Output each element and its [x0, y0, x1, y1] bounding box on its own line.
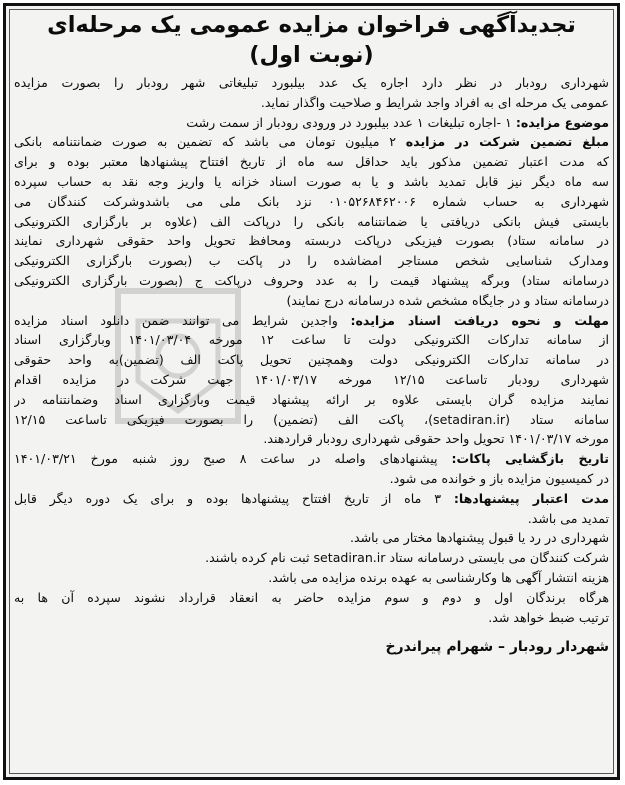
- body-line: [14, 311, 609, 331]
- body-line: [14, 291, 609, 311]
- body-line: [14, 608, 609, 628]
- line-text: پیشنهادهای واصله در ساعت ۸ صبح روز شنبه مورخ ۱۴۰۱/۰۳/۲۱: [14, 451, 452, 467]
- line-text: تمدید می باشد.: [527, 510, 609, 526]
- body-line: [14, 350, 609, 370]
- line-text: شهرداری به حساب شماره ۰۱۰۵۲۶۸۴۶۲۰۰۶ نزد بانک ملی می باشدوشرکت کنندگان می: [14, 193, 609, 209]
- tender-notice: [3, 3, 620, 780]
- body-line: [14, 509, 609, 529]
- section-heading: موضوع مزایده:: [515, 114, 609, 130]
- line-text: سامانه ستاد (setadiran.ir)، پاکت الف (تضمین) را بصورت فیزیکی تاساعت ۱۲/۱۵: [14, 411, 609, 427]
- body-line: [14, 469, 609, 489]
- body-line: [14, 192, 609, 212]
- body-line: [14, 113, 609, 133]
- line-text: شرکت کنندگان می بایستی درسامانه ستاد setadiran.ir ثبت نام کرده باشند.: [205, 550, 609, 566]
- body-line: [14, 548, 609, 568]
- body-line: [14, 429, 609, 449]
- body-line: [14, 152, 609, 172]
- body-line: [14, 489, 609, 509]
- section-heading: مدت اعتبار پیشنهادها:: [453, 490, 609, 506]
- line-text: ومدارک شناسایی شخص مستاجر امضاشده را در پاکت ب (بصورت بارگزاری الکترونیکی: [14, 253, 609, 269]
- body-line: [14, 588, 609, 608]
- line-text: شهرداری در رد یا قبول پیشنهادها مختار می باشد.: [350, 530, 609, 546]
- body-line: [14, 73, 609, 93]
- body-line: [14, 410, 609, 430]
- body-line: [14, 271, 609, 291]
- body-line: [14, 528, 609, 548]
- line-text: درسامانه ستاد و در جایگاه مشخص شده درسامانه درج نمایند): [286, 292, 609, 308]
- line-text: واجدین شرایط می توانند ضمن دانلود اسناد مزایده: [14, 312, 351, 328]
- body-line: [14, 172, 609, 192]
- line-text: در سامانه ستاد) بصورت فیزیکی درپاکت دربسته ومحافظ تحویل واحد حقوقی شهرداری نمایند: [14, 233, 609, 249]
- body-line: [14, 93, 609, 113]
- line-text: نمایند مزایده گران بایستی علاوه بر ارائه پیشنهاد قیمت وبارگزاری اسناد وضمانتنامه در: [14, 391, 609, 407]
- line-text: ترتیب ضبط خواهد شد.: [488, 609, 609, 625]
- line-text: هزینه انتشار آگهی ها وکارشناسی به عهده برنده مزایده می باشد.: [268, 569, 609, 585]
- line-text: شهرداری رودبار تاساعت ۱۲/۱۵ مورخه ۱۴۰۱/۰۳/۱۷ جهت شرکت در مزایده اقدام: [14, 371, 609, 387]
- body-line: [14, 390, 609, 410]
- body-line: [14, 132, 609, 152]
- notice-subtitle: (نوبت اول): [249, 42, 374, 68]
- line-text: بایستی فیش بانکی دریافتی یا ضمانتنامه بانکی را درپاکت الف (علاوه بر بارگزاری الکترونیکی: [14, 213, 609, 229]
- signature: شهردار رودبار – شهرام پیراندرخ: [385, 639, 609, 656]
- body-line: [14, 568, 609, 588]
- line-text: شهرداری رودبار در نظر دارد اجاره یک عدد بیلبورد تبلیغاتی شهر رودبار را بصورت مزایده: [14, 75, 609, 90]
- line-text: ۲ میلیون تومان می باشد که تضمین به صورت ضمانتنامه بانکی: [14, 134, 406, 150]
- line-text: ۱ -اجاره تبلیغات ۱ عدد بیلبورد در ورودی رودبار از سمت رشت: [186, 114, 516, 130]
- body-line: [14, 330, 609, 350]
- line-text: که مدت اعتبار تضمین مذکور باید حداقل سه ماه از تاریخ افتتاح پیشنهادها معتبر بوده و برای: [14, 154, 609, 170]
- line-text: عمومی یک مرحله ای به افراد واجد شرایط و صلاحیت واگذار نماید.: [260, 94, 609, 110]
- line-text: سه ماه دیگر نیز قابل تمدید باشد و یا به صورت اسناد خزانه یا واریز وجه نقد به حساب سپرده: [14, 173, 609, 189]
- line-text: مورخه ۱۴۰۱/۰۳/۱۷ تحویل واحد حقوقی شهرداری رودبار قراردهند.: [263, 431, 609, 447]
- notice-title: تجدیدآگهی فراخوان مزایده عمومی یک مرحله‌ای: [47, 12, 576, 38]
- body-line: [14, 370, 609, 390]
- body-line: [14, 212, 609, 232]
- notice-body: [14, 73, 609, 627]
- body-line: [14, 231, 609, 251]
- line-text: در سامانه تدارکات الکترونیکی دولت وهمچنین تحویل پاکت الف (تضمین)به واحد حقوقی: [14, 352, 609, 368]
- line-text: از سامانه تدارکات الکترونیکی دولت تا ساعت ۱۲ مورخه ۱۴۰۱/۰۳/۰۴ وبارگزاری اسناد: [14, 332, 609, 348]
- body-line: [14, 251, 609, 271]
- section-heading: مبلغ تضمین شرکت در مزایده: [405, 134, 609, 150]
- line-text: درسامانه ستاد) وبرگه پیشنهاد قیمت را به عدد وحروف درپاکت ج (بصورت بارگزاری الکترونیکی: [14, 272, 609, 288]
- body-line: [14, 449, 609, 469]
- line-text: در کمیسیون مزایده باز و خوانده می شود.: [389, 470, 609, 486]
- section-heading: تاریخ بازگشایی پاکات:: [451, 451, 609, 467]
- line-text: هرگاه برندگان اول و دوم و سوم مزایده حاضر به انعقاد قرارداد نشوند سپرده آن ها به: [14, 589, 609, 605]
- line-text: ۳ ماه از تاریخ افتتاح پیشنهادها بوده و برای یک دوره دیگر قابل: [14, 490, 454, 506]
- section-heading: مهلت و نحوه دریافت اسناد مزایده:: [350, 312, 609, 328]
